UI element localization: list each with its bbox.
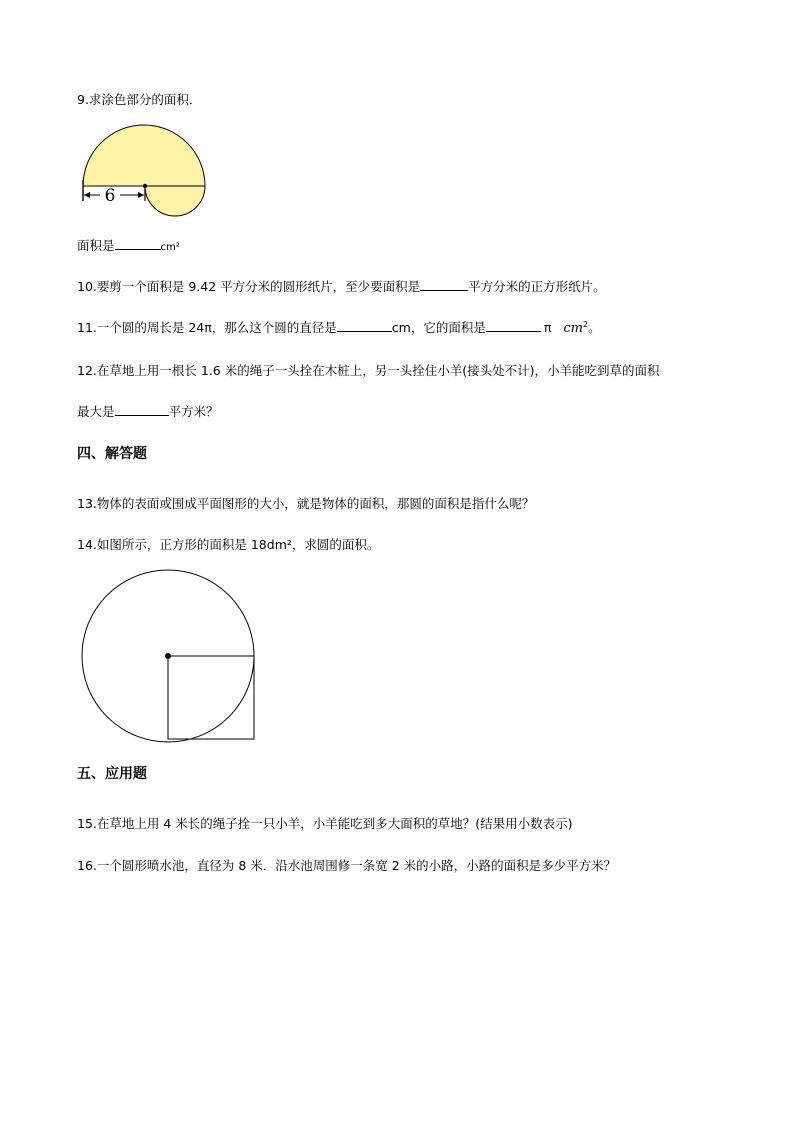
question-11-blank-1[interactable]	[337, 319, 392, 332]
question-11	[77, 318, 601, 336]
circle-center-dot	[165, 653, 171, 659]
question-11-end: 。	[588, 320, 601, 335]
answer-prefix: 面积是	[77, 238, 115, 253]
question-11-before: 11.一个圆的周长是 24π，那么这个圆的直径是	[77, 320, 337, 335]
question-11-mid: cm，它的面积是	[391, 320, 486, 335]
question-9-figure	[76, 118, 210, 220]
question-12-after: 平方米？	[168, 404, 219, 419]
question-9-text: 9.求涂色部分的面积．	[77, 92, 202, 107]
unit-cm: cm	[563, 321, 583, 336]
answer-blank[interactable]	[115, 237, 161, 250]
question-12-line-1: 12.在草地上用一根长 1.6 米的绳子一头拴在木桩上，另一头拴住小羊(接头处不计)，小羊能吃到草的面积	[77, 363, 660, 378]
question-11-blank-2[interactable]	[486, 319, 541, 332]
question-9-answer	[77, 236, 180, 254]
question-15: 15.在草地上用 4 米长的绳子拴一只小羊，小羊能吃到多大面积的草地？(结果用小数表示)	[77, 816, 573, 831]
large-semicircle-shaded	[83, 125, 205, 186]
section-5-heading: 五、应用题	[77, 766, 147, 782]
question-10-before: 10.要剪一个面积是 9.42 平方分米的圆形纸片，至少要面积是	[77, 279, 421, 294]
question-12-before: 最大是	[77, 404, 115, 419]
question-12-blank[interactable]	[115, 403, 169, 416]
radius-label: 6	[104, 186, 116, 206]
small-semicircle-shaded	[145, 186, 205, 216]
answer-unit: cm²	[160, 242, 180, 253]
question-13: 13.物体的表面或围成平面图形的大小，就是物体的面积，那圆的面积是指什么呢？	[77, 496, 535, 511]
question-16: 16.一个圆形喷水池，直径为 8 米．沿水池周围修一条宽 2 米的小路，小路的面积是多少平方米？	[77, 858, 617, 873]
question-10-blank[interactable]	[420, 278, 468, 291]
unit-exponent: 2	[582, 319, 589, 329]
question-10	[77, 277, 606, 295]
question-14-figure	[78, 569, 258, 743]
question-10-after: 平方分米的正方形纸片。	[468, 279, 606, 294]
square	[168, 656, 254, 739]
pi-symbol: π	[543, 320, 552, 335]
question-12-line-2	[77, 402, 219, 420]
section-4-heading: 四、解答题	[77, 446, 147, 462]
question-14: 14.如图所示，正方形的面积是 18dm²，求圆的面积。	[77, 537, 380, 552]
